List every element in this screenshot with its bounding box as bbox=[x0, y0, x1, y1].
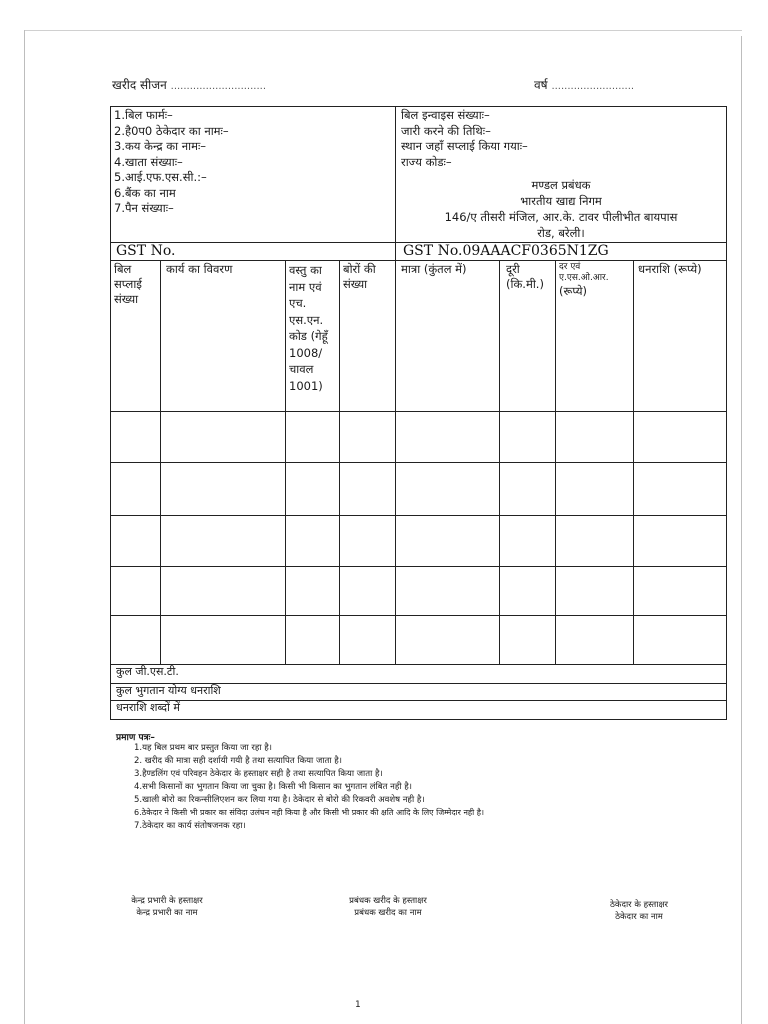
header-qty: मात्रा (कुंतल में) bbox=[401, 262, 467, 276]
row-line-4 bbox=[110, 566, 727, 567]
center-incharge-name-label: केन्द्र प्रभारी का नाम bbox=[136, 908, 198, 918]
year-label: वर्ष bbox=[534, 78, 548, 92]
bill-firm-label: 1.बिल फार्मः– bbox=[114, 108, 173, 122]
manager-name-label: प्रबंधक खरीद का नाम bbox=[354, 908, 422, 918]
row-line-2 bbox=[110, 462, 727, 463]
manager-sign-label: प्रबंधक खरीद के हस्ताक्षर bbox=[349, 896, 427, 906]
contractor-name-label: 2.है0प0 ठेकेदार का नामः– bbox=[114, 123, 229, 138]
row-line-3 bbox=[110, 515, 727, 516]
certificate-line-7: 7.ठेकेदार का कार्य संतोषजनक रहा। bbox=[134, 821, 246, 831]
header-distance: दूरी (कि.मी.) bbox=[506, 262, 544, 291]
page-edge-top bbox=[24, 30, 742, 31]
total-gst-label: कुल जी.एस.टी. bbox=[116, 665, 179, 678]
address-line-2: भारतीय खाद्य निगम bbox=[520, 194, 602, 208]
row-line-1 bbox=[110, 411, 727, 412]
right-info-block bbox=[401, 108, 528, 170]
header-rate bbox=[559, 262, 631, 299]
header-rate-line-1: दर एवं bbox=[559, 262, 581, 272]
season-dots: .............................. bbox=[170, 81, 267, 92]
season-label: खरीद सीजन bbox=[112, 78, 167, 92]
supply-place-label: स्थान जहाँ सप्लाई किया गयाः– bbox=[401, 139, 528, 153]
header-bill-no: बिल सप्लाई संख्या bbox=[114, 262, 142, 306]
certificate-line-1: 1.यह बिल प्रथम बार प्रस्तुत किया जा रहा है। bbox=[134, 743, 272, 753]
address-line-3: 146/ए तीसरी मंजिल, आर.के. टावर पीलीभीत बायपास bbox=[444, 210, 678, 224]
center-incharge-sign-label: केन्द्र प्रभारी के हस्ताक्षर bbox=[131, 896, 203, 906]
recipient-address bbox=[396, 177, 726, 241]
manager-signature bbox=[328, 895, 448, 919]
bank-name-label: 6.बैंक का नाम bbox=[114, 185, 176, 200]
header-rate-line-2: ए.एस.ओ.आर. bbox=[559, 273, 609, 283]
certificate-line-3: 3.हैण्डलिंग एवं परिवहन ठेकेदार के हस्ताक्षर सही है तथा सत्यापित किया जाता है। bbox=[134, 769, 383, 779]
left-info-block bbox=[114, 108, 229, 217]
gst-right: GST No.09AAACF0365N1ZG bbox=[403, 243, 609, 259]
page-number: 1 bbox=[355, 1000, 361, 1010]
certificate-line-5: 5.खाली बोरो का रिकन्सीलिएशन कर लिया गया है। ठेकेदार से बोरो की रिकवरी अवशेष नही है। bbox=[134, 795, 425, 805]
total-payable-line bbox=[110, 700, 727, 701]
total-payable-label: कुल भुगतान योग्य धनराशि bbox=[116, 684, 221, 697]
address-line-1: मण्डल प्रबंधक bbox=[531, 178, 591, 192]
amount-in-words-label: धनराशि शब्दों में bbox=[116, 701, 180, 714]
certificate-line-2: 2. खरीद की मात्रा सही दर्शायी गयी है तथा सत्यापित किया जाता है। bbox=[134, 756, 342, 766]
state-code-label: राज्य कोडः– bbox=[401, 154, 452, 169]
contractor-sign-label: ठेकेदार के हस्ताक्षर bbox=[609, 900, 669, 910]
certificate-line-6: 6.ठेकेदार ने किसी भी प्रकार का संविदा उलंघन नही किया है और किसी भी प्रकार की क्षति आदि के लिए जिम्मेदार नही है। bbox=[134, 808, 485, 817]
invoice-number-label: बिल इन्वाइस संख्याः– bbox=[401, 108, 490, 122]
year-dots: .......................... bbox=[551, 81, 635, 92]
table-top-line bbox=[110, 260, 727, 261]
header-work-desc: कार्य का विवरण bbox=[166, 262, 233, 276]
row-line-5 bbox=[110, 615, 727, 616]
contractor-signature bbox=[584, 899, 694, 923]
page-edge-right bbox=[741, 36, 742, 1024]
certificate-line-4: 4.सभी किसानों का भुगतान किया जा चुका है। किसी भी किसान का भुगतान लंबित नही है। bbox=[134, 782, 412, 792]
certificate-title: प्रमाण पत्रः– bbox=[116, 733, 155, 743]
address-line-4: रोड, बरेली। bbox=[537, 226, 585, 240]
account-number-label: 4.खाता संख्याः– bbox=[114, 154, 183, 169]
purchase-center-label: 3.कय केन्द्र का नामः– bbox=[114, 139, 207, 153]
ifsc-label: 5.आई.एफ.एस.सी.:– bbox=[114, 170, 207, 184]
header-rate-line-3: (रूप्ये) bbox=[559, 284, 588, 298]
year-field bbox=[534, 76, 634, 93]
header-item: वस्तु का नाम एवं एच. एस.एन. कोड (गेहूँ 1008/ चावल 1001) bbox=[289, 263, 328, 393]
header-amount: धनराशि (रूप्ये) bbox=[638, 262, 702, 276]
totals-top-line bbox=[110, 664, 727, 665]
center-incharge-signature bbox=[112, 895, 222, 919]
issue-date-label: जारी करने की तिथिः– bbox=[401, 123, 491, 138]
header-bags: बोरों की संख्या bbox=[343, 262, 376, 291]
page-edge-left bbox=[24, 30, 25, 1024]
pan-number-label: 7.पैन संख्याः– bbox=[114, 201, 174, 215]
contractor-name-label: ठेकेदार का नाम bbox=[615, 912, 663, 922]
gst-left: GST No. bbox=[116, 243, 176, 259]
season-field bbox=[112, 76, 266, 93]
